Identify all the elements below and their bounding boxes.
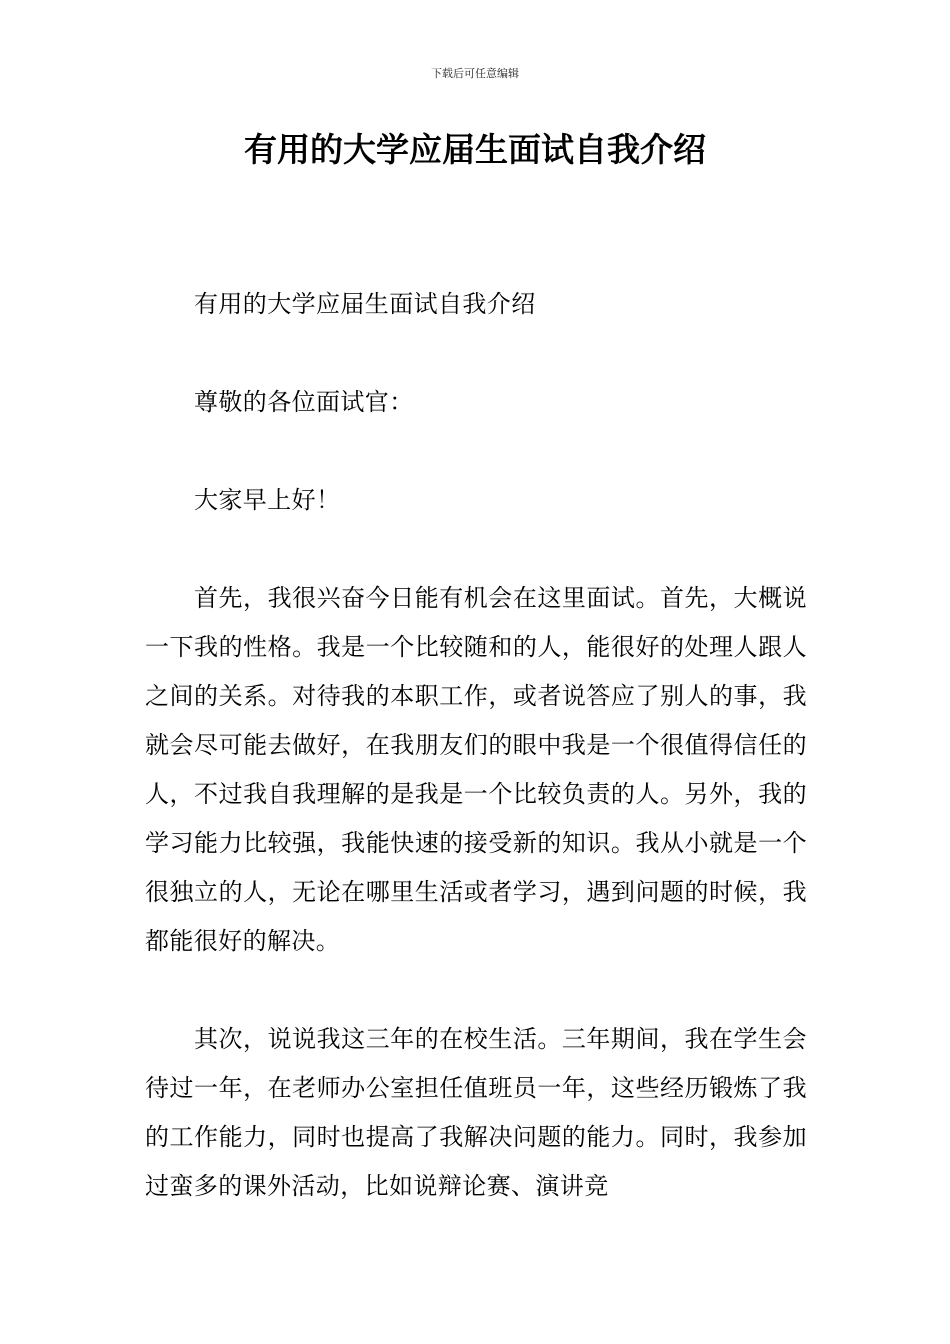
paragraph-personality: 首先，我很兴奋今日能有机会在这里面试。首先，大概说一下我的性格。我是一个比较随和的人，能很好的处理人跟人之间的关系。对待我的本职工作，或者说答应了别人的事，我就会尽可能去做好，在我朋友们的眼中我是一个很值得信任的人，不过我自我理解的是我是一个比较负责的人。另外，我的学习能力比较强，我能快速的接受新的知识。我从小就是一个很独立的人，无论在哪里生活或者学习，遇到问题的时候，我都能很好的解决。 bbox=[145, 584, 807, 955]
paragraph-greeting: 大家早上好！ bbox=[194, 486, 341, 514]
paragraph-subtitle: 有用的大学应届生面试自我介绍 bbox=[194, 290, 536, 318]
document-title: 有用的大学应届生面试自我介绍 bbox=[244, 130, 706, 169]
paragraph-campus-life: 其次，说说我这三年的在校生活。三年期间，我在学生会待过一年，在老师办公室担任值班员一年，这些经历锻炼了我的工作能力，同时也提高了我解决问题的能力。同时，我参加过蛮多的课外活动，比如说辩论赛、演讲竞 bbox=[145, 1025, 807, 1200]
document-body bbox=[145, 280, 807, 1260]
paragraph-salutation: 尊敬的各位面试官： bbox=[194, 388, 414, 416]
header-note: 下载后可任意编辑 bbox=[431, 67, 519, 80]
